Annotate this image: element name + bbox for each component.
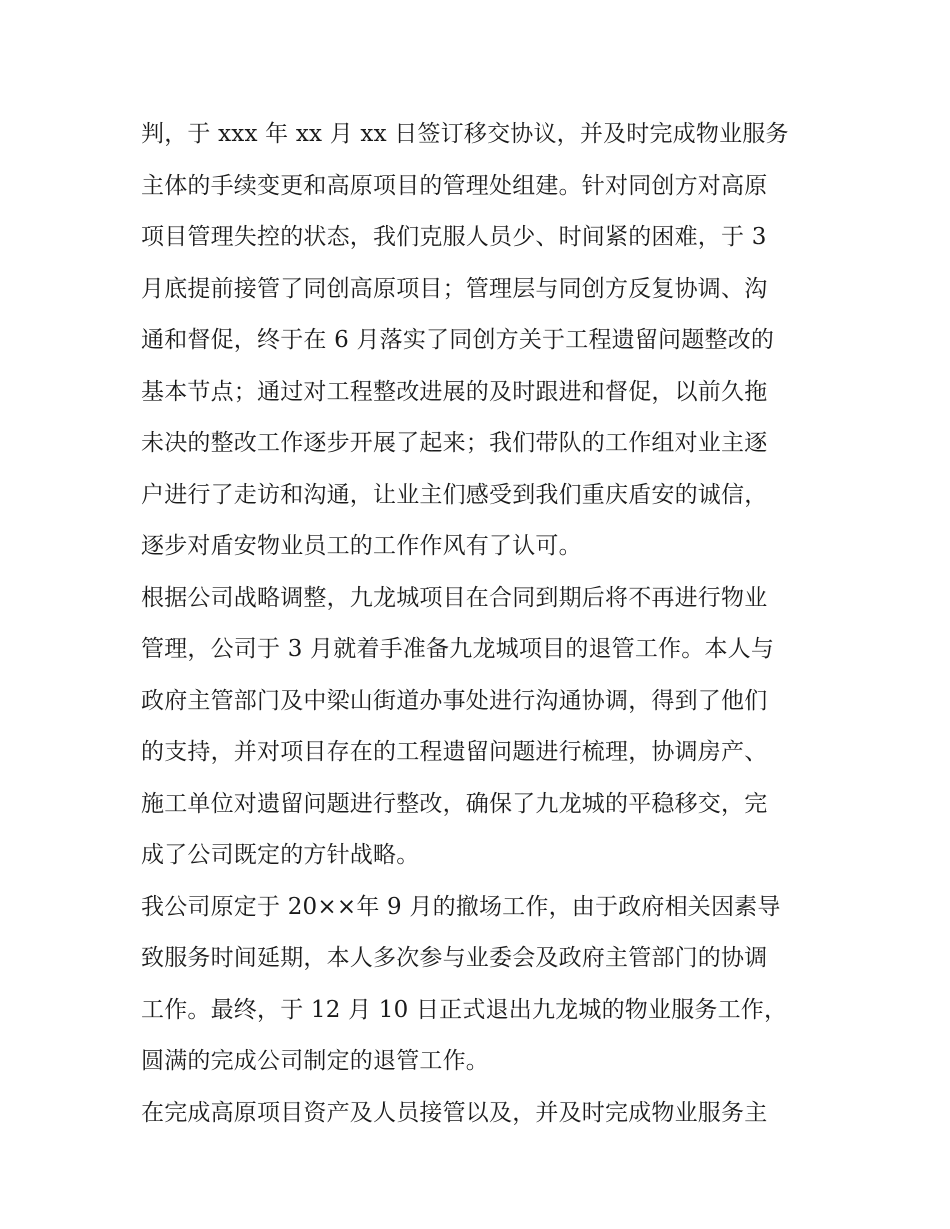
text-line-2: 主体的手续变更和高原项目的管理处组建。针对同创方对高原 [141,172,768,199]
text-line-19: 圆满的完成公司制定的退管工作。 [141,1048,489,1074]
text-line-17: 致服务时间延期，本人多次参与业委会及政府主管部门的协调 [141,945,768,971]
text-line-1: 判，于 xxx 年 xx 月 xx 日签订移交协议，并及时完成物业服务 [141,121,789,147]
text-line-15: 成了公司既定的方针战略。 [141,842,420,868]
text-line-7: 未决的整改工作逐步开展了起来；我们带队的工作组对业主逐 [141,430,768,456]
text-line-11: 管理，公司于 3 月就着手准备九龙城项目的退管工作。本人与 [141,636,775,662]
text-line-12: 政府主管部门及中梁山街道办事处进行沟通协调，得到了他们 [141,687,768,714]
text-line-14: 施工单位对遗留问题进行整改，确保了九龙城的平稳移交，完 [141,790,768,817]
text-line-18: 工作。最终，于 12 月 10 日正式退出九龙城的物业服务工作， [141,996,788,1023]
text-line-5: 通和督促，终于在 6 月落实了同创方关于工程遗留问题整改的 [141,327,775,353]
text-line-20: 在完成高原项目资产及人员接管以及，并及时完成物业服务主 [141,1099,768,1126]
text-line-8: 户进行了走访和沟通，让业主们感受到我们重庆盾安的诚信， [141,481,768,508]
text-line-3: 项目管理失控的状态，我们克服人员少、时间紧的困难，于 3 [141,224,767,250]
text-line-13: 的支持，并对项目存在的工程遗留问题进行梳理，协调房产、 [141,739,768,765]
text-line-10: 根据公司战略调整，九龙城项目在合同到期后将不再进行物业 [141,584,768,611]
text-line-4: 月底提前接管了同创高原项目；管理层与同创方反复协调、沟 [141,275,768,302]
text-line-9: 逐步对盾安物业员工的工作作风有了认可。 [141,533,582,559]
text-line-6: 基本节点；通过对工程整改进展的及时跟进和督促，以前久拖 [141,378,768,405]
text-line-16: 我公司原定于 20××年 9 月的撤场工作，由于政府相关因素导 [141,893,781,920]
